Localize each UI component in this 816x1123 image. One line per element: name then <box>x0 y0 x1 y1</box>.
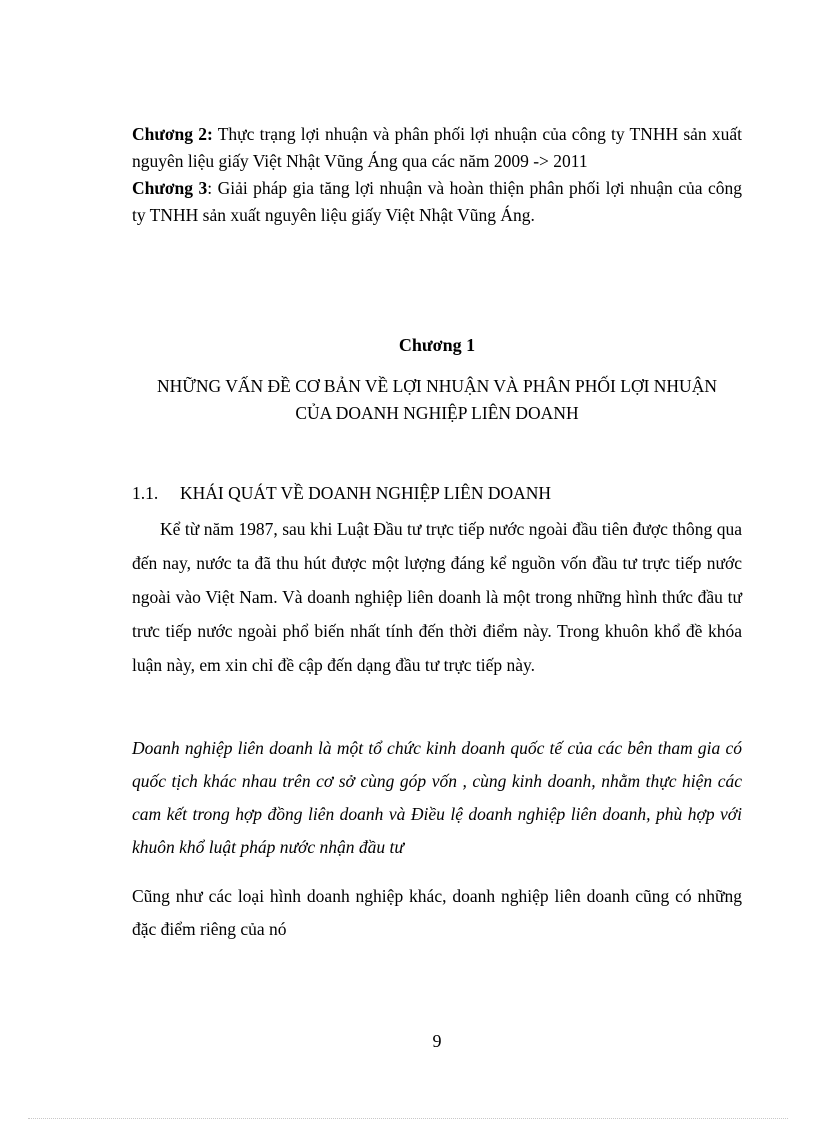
definition-paragraph-text: Doanh nghiệp liên doanh là một tổ chức kinh doanh quốc tế của các bên tham gia có quốc tịch khác nhau trên cơ sở cùng góp vốn , cùng kinh doanh, nhằm thực hiện các cam kết trong hợp đồng liên doanh và Điều lệ doanh nghiệp liên doanh, phù hợp với khuôn khổ luật pháp nước nhận đầu tư <box>132 738 742 857</box>
chapter-2-label: Chương 2: <box>132 124 213 144</box>
chapter-3-label: Chương 3 <box>132 178 208 198</box>
section-title: KHÁI QUÁT VỀ DOANH NGHIỆP LIÊN DOANH <box>180 483 552 503</box>
page-number: 9 <box>432 1031 442 1051</box>
chapter-title-line-1: NHỮNG VẤN ĐỀ CƠ BẢN VỀ LỢI NHUẬN VÀ PHÂN PHỐI LỢI NHUẬN <box>157 376 717 396</box>
section-number: 1.1. <box>132 483 159 503</box>
closing-paragraph-text: Cũng như các loại hình doanh nghiệp khác, doanh nghiệp liên doanh cũng có những đặc điểm riêng của nó <box>132 886 742 939</box>
closing-paragraph <box>132 880 742 946</box>
chapter-title-line-2: CỦA DOANH NGHIỆP LIÊN DOANH <box>295 403 579 423</box>
section-heading <box>132 480 742 506</box>
definition-paragraph <box>132 732 742 864</box>
chapter-title <box>120 373 754 427</box>
chapter-3-text: : Giải pháp gia tăng lợi nhuận và hoàn thiện phân phối lợi nhuận của công ty TNHH sản xuất nguyên liệu giấy Việt Nhật Vũng Áng. <box>132 178 742 225</box>
body-paragraph-text: Kể từ năm 1987, sau khi Luật Đầu tư trực tiếp nước ngoài đầu tiên được thông qua đến nay, nước ta đã thu hút được một lượng đáng kể nguồn vốn đầu tư trực tiếp nước ngoài vào Việt Nam. Và doanh nghiệp liên doanh là một trong những hình thức đầu tư trưc tiếp nước ngoài phổ biến nhất tính đến thời điểm này. Trong khuôn khổ đề khóa luận này, em xin chỉ đề cập đến dạng đầu tư trực tiếp này. <box>132 519 742 675</box>
body-paragraph <box>132 512 742 682</box>
chapter-outline <box>132 121 742 229</box>
chapter-label: Chương 1 <box>398 335 476 355</box>
chapter-2-text: Thực trạng lợi nhuận và phân phối lợi nhuận của công ty TNHH sản xuất nguyên liệu giấy Việt Nhật Vũng Áng qua các năm 2009 -> 2011 <box>132 124 742 171</box>
chapter-2-summary <box>132 121 742 175</box>
chapter-3-summary <box>132 175 742 229</box>
page-bottom-divider <box>28 1118 788 1119</box>
